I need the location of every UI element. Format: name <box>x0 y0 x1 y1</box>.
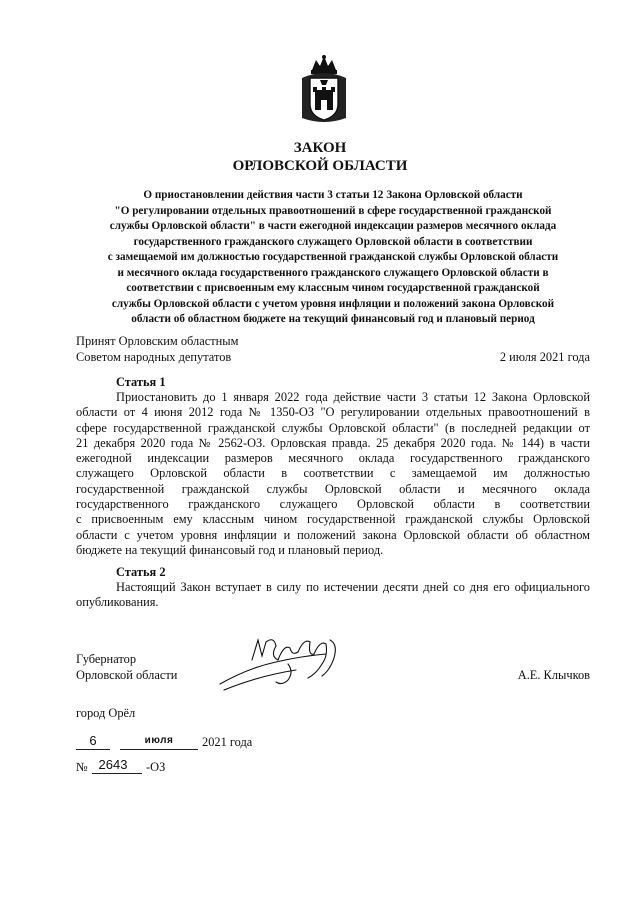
article-line: опубликования. <box>76 595 159 610</box>
article-line: Приостановить до 1 января 2022 года действие части 3 статьи 12 Закона Орловской <box>116 390 590 404</box>
article-2-body <box>76 580 590 611</box>
position-line: Орловской области <box>76 668 178 682</box>
date-year: 2021 года <box>202 735 253 749</box>
subject-line: соответствии с присвоенным ему классным чином государственной гражданской <box>126 282 540 294</box>
date-month: июля <box>144 735 174 746</box>
subject-line: О приостановлении действия части 3 статьи 12 Закона Орловской области <box>143 189 523 201</box>
region-title: ОРЛОВСКОЙ ОБЛАСТИ <box>232 158 408 174</box>
article-line: государственного гражданского служащего Орловской области в соответствии <box>76 497 590 512</box>
article-line: с присвоенным ему классным чином государственной гражданской службы Орловской <box>76 512 590 527</box>
article-line: области от 4 июня 2012 года № 1350-ОЗ "О регулировании отдельных правоотношений в <box>76 405 590 420</box>
subject-line: и месячного оклада государственного гражданского служащего Орловской области в <box>117 266 549 279</box>
date-month-stamp <box>120 733 198 750</box>
article-line: государственной гражданской службы Орловской области и месячного оклада <box>76 481 590 496</box>
coat-of-arms-icon <box>298 54 350 126</box>
subject-line: службы Орловской области" в части ежегодной индексации размеров месячного оклада <box>109 220 557 232</box>
article-line: 21 декабря 2020 года № 2562-ОЗ. Орловская правда. 25 декабря 2020 года. № 144) в части <box>76 435 590 450</box>
adoption-line: Принят Орловским областным <box>76 334 239 348</box>
law-subject <box>76 188 590 328</box>
adoption-line: Советом народных депутатов <box>76 350 232 364</box>
article-line: Настоящий Закон вступает в силу по истечении десяти дней со дня его официального <box>116 580 590 594</box>
subject-line: службы Орловской области с учетом уровня инфляции и положений закона Орловской <box>111 297 555 310</box>
article-line: бюджете на текущий финансовый год и плановый период. <box>76 542 384 557</box>
article-1-body <box>76 390 590 558</box>
city: город Орёл <box>76 706 136 720</box>
article-line: области с учетом уровня инфляции и положений закона Орловской области об областном <box>76 527 590 542</box>
article-line: сфере государственной гражданской службы Орловской области" (в последней редакции от <box>76 420 590 435</box>
article-line: служащего Орловской области в соответствии с замещаемой им должностью <box>76 466 590 481</box>
law-title: ЗАКОН <box>293 140 347 156</box>
date-day: 6 <box>76 733 110 750</box>
number-sign: № <box>76 760 88 774</box>
article-line: ежегодной индексации размеров месячного оклада государственного гражданского <box>76 451 590 466</box>
number-field <box>92 757 142 774</box>
handwritten-signature-icon <box>218 634 350 694</box>
article-1-heading: Статья 1 <box>116 375 166 389</box>
governor-name: А.Е. Клычков <box>517 668 590 682</box>
number-suffix: -ОЗ <box>146 760 166 774</box>
subject-line: с замещаемой им должностью государственной гражданской службы Орловской области <box>107 251 559 263</box>
governor-position <box>76 651 177 683</box>
subject-line: области об областном бюджете на текущий финансовый год и плановый период <box>131 313 535 325</box>
position-line: Губернатор <box>76 652 137 666</box>
subject-line: "О регулировании отдельных правоотношений в сфере государственной гражданской <box>114 204 552 217</box>
article-2-heading: Статья 2 <box>116 565 166 579</box>
subject-line: государственного гражданского служащего Орловской области в соответствии <box>133 235 533 248</box>
signing-date <box>76 733 376 753</box>
adoption-info <box>76 333 238 365</box>
law-number <box>76 757 276 777</box>
adoption-date: 2 июля 2021 года <box>499 350 590 364</box>
number-value: 2643 <box>98 757 128 772</box>
